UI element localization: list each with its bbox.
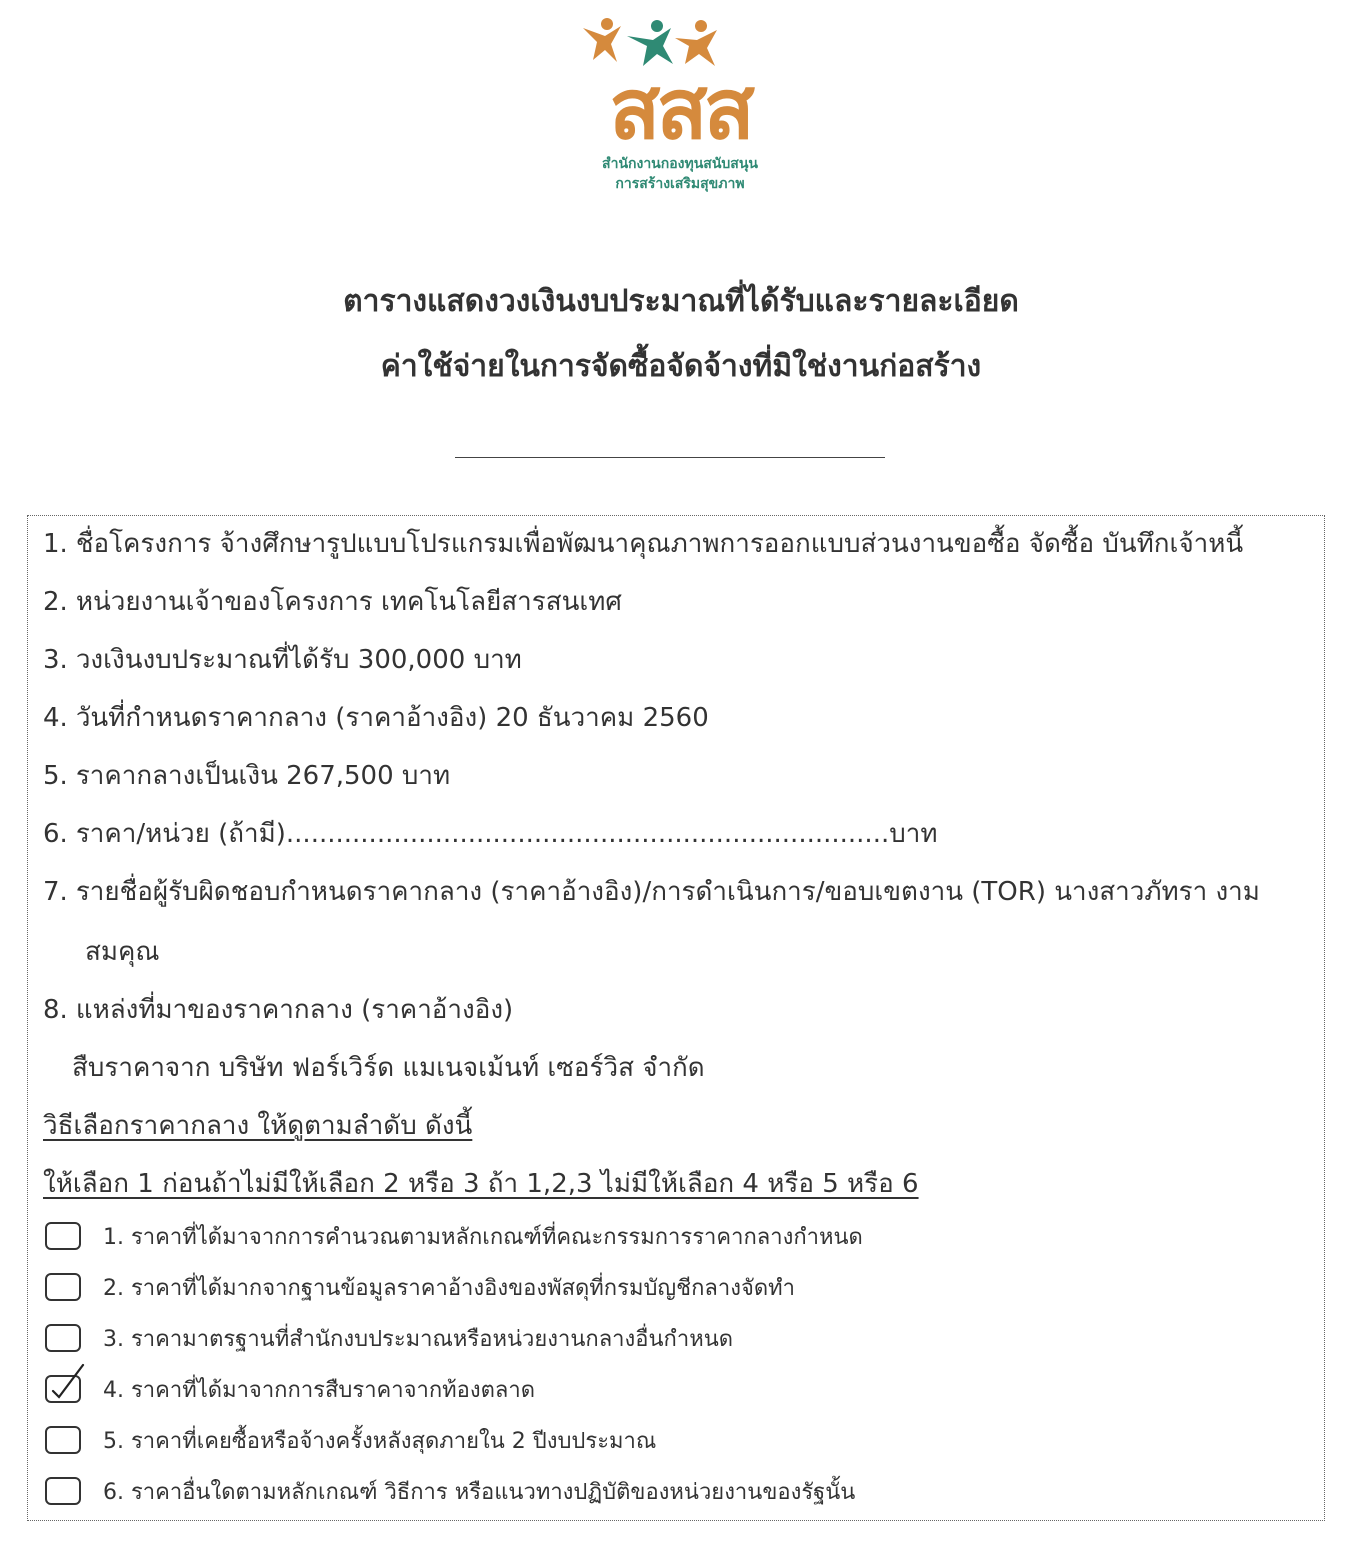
item-number: 8. — [43, 995, 68, 1025]
option-checkbox[interactable] — [45, 1222, 81, 1250]
logo-subtitle-line2: การสร้างเสริมสุขภาพ — [615, 176, 745, 192]
document-title-line2: ค่าใช้จ่ายในการจัดซื้อจัดจ้างที่มิใช่งานก่อสร้าง — [380, 349, 982, 384]
option-label: 3. ราคามาตรฐานที่สำนักงบประมาณหรือหน่วยงานกลางอื่นกำหนด — [103, 1327, 734, 1352]
item-project-name — [43, 524, 1243, 564]
item-median-price — [43, 756, 450, 796]
item-text: รายชื่อผู้รับผิดชอบกำหนดราคากลาง (ราคาอ้างอิง)/การดำเนินการ/ขอบเขตงาน (TOR) นางสาวภัทรา งาม — [75, 877, 1260, 907]
item-text: แหล่งที่มาของราคากลาง (ราคาอ้างอิง) — [75, 995, 514, 1025]
checkmark-icon — [43, 1361, 91, 1405]
option-label: 6. ราคาอื่นใดตามหลักเกณฑ์ วิธีการ หรือแนวทางปฏิบัติของหน่วยงานของรัฐนั้น — [103, 1480, 856, 1505]
ths-logo — [565, 14, 795, 194]
item-text: ราคา/หน่วย (ถ้ามี).........................................................................บาท — [75, 819, 938, 849]
logo-wordmark: สสส — [609, 60, 751, 158]
item-number: 3. — [43, 645, 68, 675]
item-text: ราคากลางเป็นเงิน 267,500 บาท — [75, 761, 451, 791]
item-responsible-person-continued: สมคุณ — [85, 937, 160, 967]
item-owner-unit — [43, 582, 622, 622]
option-checkbox[interactable] — [45, 1426, 81, 1454]
method-heading: วิธีเลือกราคากลาง ให้ดูตามลำดับ ดังนี้ — [43, 1111, 473, 1141]
item-responsible-person — [43, 872, 1260, 912]
item-number: 1. — [43, 529, 68, 559]
option-label: 4. ราคาที่ได้มาจากการสืบราคาจากท้องตลาด — [103, 1378, 536, 1403]
item-text: หน่วยงานเจ้าของโครงการ เทคโนโลยีสารสนเทศ — [75, 587, 622, 617]
item-number: 7. — [43, 877, 68, 907]
option-label: 5. ราคาที่เคยซื้อหรือจ้างครั้งหลังสุดภายใน 2 ปีงบประมาณ — [103, 1429, 657, 1454]
item-unit-price — [43, 814, 937, 854]
item-number: 4. — [43, 703, 68, 733]
item-text: ชื่อโครงการ จ้างศึกษารูปแบบโปรแกรมเพื่อพัฒนาคุณภาพการออกแบบส่วนงานขอซื้อ จัดซื้อ บันทึกเจ้าหนี้ — [75, 529, 1244, 559]
item-budget — [43, 640, 522, 680]
item-price-source-detail: สืบราคาจาก บริษัท ฟอร์เวิร์ด แมเนจเม้นท์ เซอร์วิส จำกัด — [72, 1053, 705, 1083]
title-underline-divider — [455, 457, 885, 458]
logo-subtitle-line1: สำนักงานกองทุนสนับสนุน — [602, 156, 758, 172]
item-text: วันที่กำหนดราคากลาง (ราคาอ้างอิง) 20 ธันวาคม 2560 — [75, 703, 709, 733]
item-number: 5. — [43, 761, 68, 791]
option-checkbox[interactable] — [45, 1324, 81, 1352]
option-label: 1. ราคาที่ได้มาจากการคำนวณตามหลักเกณฑ์ที่คณะกรรมการราคากลางกำหนด — [103, 1225, 863, 1250]
option-checkbox[interactable] — [45, 1477, 81, 1505]
method-instruction: ให้เลือก 1 ก่อนถ้าไม่มีให้เลือก 2 หรือ 3 ถ้า 1,2,3 ไม่มีให้เลือก 4 หรือ 5 หรือ 6 — [43, 1169, 919, 1199]
item-number: 2. — [43, 587, 68, 617]
item-text: วงเงินงบประมาณที่ได้รับ 300,000 บาท — [75, 645, 522, 675]
option-checkbox[interactable] — [45, 1273, 81, 1301]
item-number: 6. — [43, 819, 68, 849]
option-label: 2. ราคาที่ได้มากจากฐานข้อมูลราคาอ้างอิงของพัสดุที่กรมบัญชีกลางจัดทำ — [103, 1276, 796, 1301]
document-title-line1: ตารางแสดงวงเงินงบประมาณที่ได้รับและรายละเอียด — [343, 284, 1019, 319]
item-reference-date — [43, 698, 709, 738]
item-price-source — [43, 990, 513, 1030]
